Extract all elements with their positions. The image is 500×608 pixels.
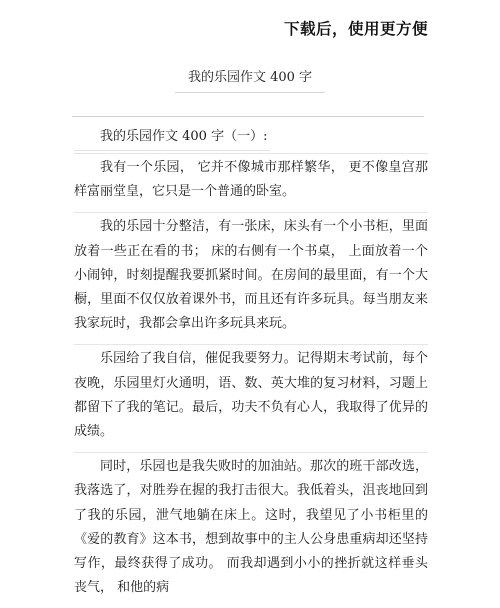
document-title: 我的乐园作文 400 字	[187, 70, 313, 85]
header-divider	[72, 116, 424, 117]
paragraph-4: 同时，乐园也是我失败时的加油站。那次的班干部改选，我落选了，对胜券在握的我打击很大。我低着头，沮丧地回到了我的乐园，泄气地躺在床上。这时，我望见了小书柜里的《爱的教育》这本书，想到故事中的主人公身患重病却还坚持写作，最终获得了成功。 而我却遇到小小的挫折就这样垂头丧气， 和他的病	[74, 452, 428, 600]
paragraph-3: 乐园给了我自信，催促我要努力。记得期末考试前，每个夜晚，乐园里灯火通明，语、数、英大堆的复习材料，习题上都留下了我的笔记。最后，功夫不负有心人，我取得了优异的成绩。	[74, 344, 428, 444]
title-divider	[175, 92, 325, 93]
document-body	[74, 121, 428, 608]
paragraph-2: 我的乐园十分整洁，有一张床，床头有一个小书柜，里面放着一些正在看的书； 床的右侧有一个书桌， 上面放着一个小闹钟，时刻提醒我要抓紧时间。在房间的最里面，有一个大橱，里面不仅仅放着课外书，而且还有许多玩具。每当朋友来我家玩时，我都会拿出许多玩具来玩。	[74, 212, 428, 336]
paragraph-1: 我有一个乐园， 它并不像城市那样繁华， 更不像皇宫那样富丽堂皇，它只是一个普通的卧室。	[74, 153, 428, 204]
section-subtitle: 我的乐园作文 400 字（一）:	[74, 123, 270, 151]
download-banner: 下载后，使用更方便	[283, 20, 428, 38]
